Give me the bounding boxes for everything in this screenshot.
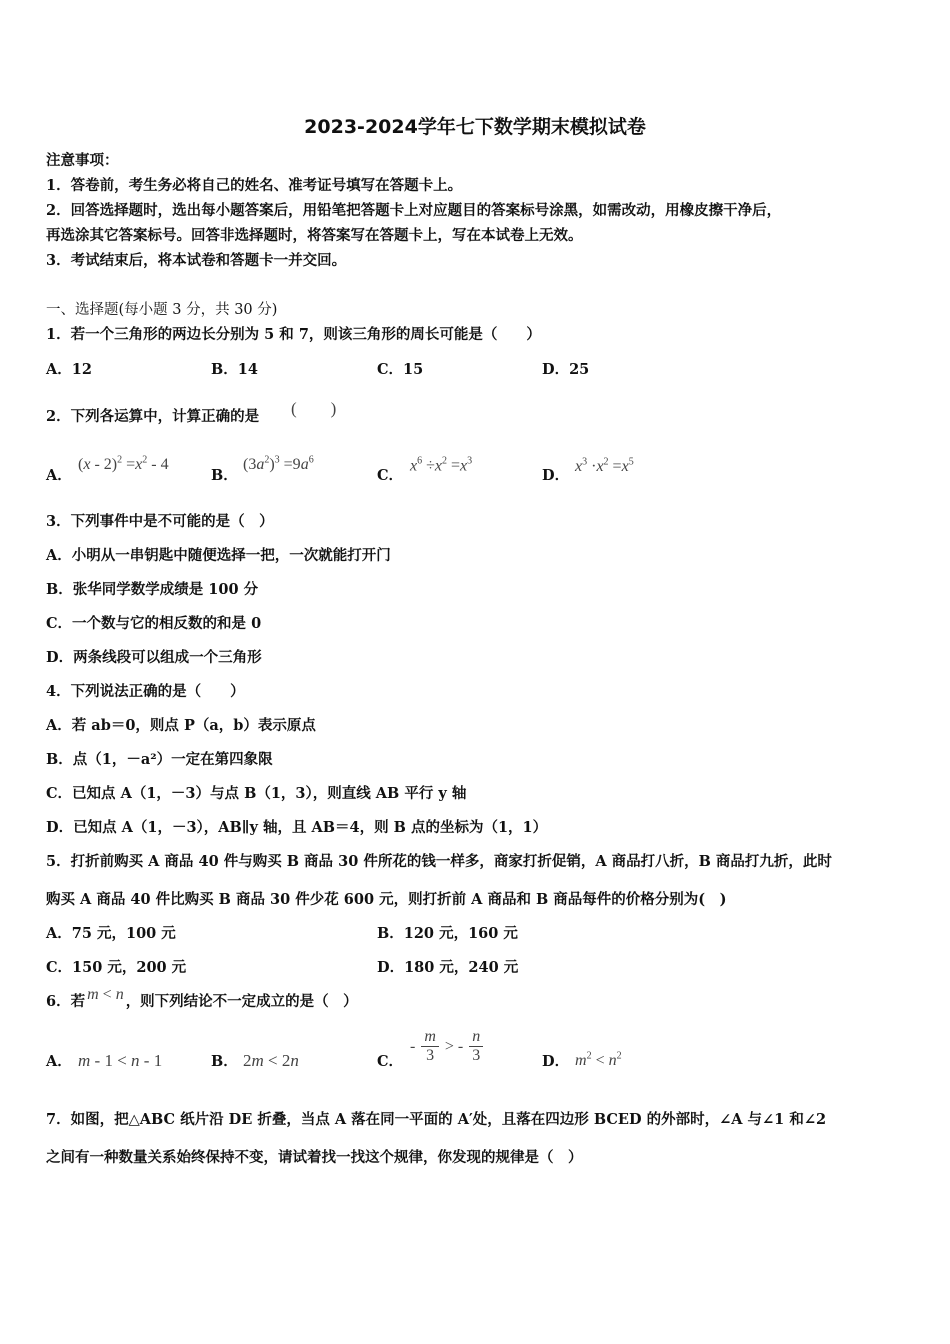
q4-option-a: A．若 ab＝0，则点 P（a，b）表示原点 — [46, 717, 316, 734]
q3-option-a: A．小明从一串钥匙中随便选择一把，一次就能打开门 — [46, 547, 391, 564]
q5-option-c: C．150 元，200 元 — [46, 959, 187, 976]
q2-option-d-label: D． — [542, 467, 570, 484]
page-title: 2023-2024学年七下数学期末模拟试卷 — [304, 116, 646, 138]
question-6-stem — [46, 986, 358, 1012]
q6-stem-post: ，则下列结论不一定成立的是（ ） — [125, 993, 358, 1010]
q3-option-c: C．一个数与它的相反数的和是 0 — [46, 615, 262, 632]
q4-option-b: B．点（1，－a²）一定在第四象限 — [46, 751, 273, 768]
q6-condition-formula: m < n — [87, 986, 124, 1003]
q2-option-b-label: B． — [211, 467, 238, 484]
q3-option-b: B．张华同学数学成绩是 100 分 — [46, 581, 259, 598]
q6-stem-pre: 6．若 — [46, 993, 86, 1010]
q5-option-a: A．75 元，100 元 — [46, 925, 176, 942]
q6-option-c-formula: - $\frac{m}{3}$ > - $\frac{n}{3}$ — [410, 1028, 485, 1065]
q2-option-b-formula: $(3a^2)^3 =9a^6$ — [243, 454, 314, 473]
section-heading: 一、选择题(每小题 3 分，共 30 分) — [46, 302, 278, 318]
q4-option-d: D．已知点 A（1，－3），AB∥y 轴，且 AB＝4，则 B 点的坐标为（1，1） — [46, 819, 548, 836]
q2-option-a-formula: $(x - 2)^2 =x^2 - 4$ — [78, 454, 169, 473]
q1-option-a: A．12 — [46, 361, 92, 378]
answer-paren: ( ) — [291, 399, 337, 418]
q6-option-d-formula: $m^2 < n^2$ — [575, 1050, 622, 1069]
q3-option-d: D．两条线段可以组成一个三角形 — [46, 649, 262, 666]
question-5-stem-line2: 购买 A 商品 40 件比购买 B 商品 30 件少花 600 元，则打折前 A 商品和 B 商品每件的价格分别为( ) — [46, 891, 727, 908]
question-3-stem: 3．下列事件中是不可能的是（ ） — [46, 513, 274, 530]
question-7-stem-line1: 7．如图，把△ABC 纸片沿 DE 折叠，当点 A 落在同一平面的 A′处，且落在四边形 BCED 的外部时，∠A 与∠1 和∠2 — [46, 1111, 827, 1128]
q2-option-c-label: C． — [377, 467, 404, 484]
q1-option-b: B．14 — [211, 361, 258, 378]
notice-item: 再选涂其它答案标号。回答非选择题时，将答案写在答题卡上，写在本试卷上无效。 — [46, 227, 583, 244]
question-1-stem: 1．若一个三角形的两边长分别为 5 和 7，则该三角形的周长可能是（ ） — [46, 326, 541, 343]
q1-option-c: C．15 — [377, 361, 424, 378]
q1-option-d: D．25 — [542, 361, 590, 378]
notice-item: 2．回答选择题时，选出每小题答案后，用铅笔把答题卡上对应题目的答案标号涂黑，如需改动，用橡皮擦干净后， — [46, 202, 782, 219]
q6-option-b-formula: 2m < 2n — [243, 1051, 299, 1070]
q6-option-a-label: A． — [46, 1053, 72, 1070]
notice-item: 1．答卷前，考生务必将自己的姓名、准考证号填写在答题卡上。 — [46, 177, 463, 194]
q6-option-b-label: B． — [211, 1053, 238, 1070]
question-4-stem: 4．下列说法正确的是（ ） — [46, 683, 245, 700]
q5-option-b: B．120 元，160 元 — [377, 925, 518, 942]
q4-option-c: C．已知点 A（1，－3）与点 B（1，3），则直线 AB 平行 y 轴 — [46, 785, 467, 802]
q2-option-c-formula: $x^6 \div x^2 =x^3$ — [410, 456, 473, 475]
q6-option-d-label: D． — [542, 1053, 570, 1070]
q6-option-c-label: C． — [377, 1053, 404, 1070]
question-5-stem-line1: 5．打折前购买 A 商品 40 件与购买 B 商品 30 件所花的钱一样多，商家打折促销，A 商品打八折，B 商品打九折，此时 — [46, 853, 832, 870]
q6-option-a-formula: m - 1 < n - 1 — [78, 1051, 163, 1070]
question-2-stem: 2．下列各运算中，计算正确的是 — [46, 408, 260, 425]
q2-option-d-formula: $x^3 \cdot x^2 =x^5$ — [575, 456, 634, 475]
notice-heading: 注意事项： — [46, 152, 119, 169]
notice-item: 3．考试结束后，将本试卷和答题卡一并交回。 — [46, 252, 347, 269]
question-7-stem-line2: 之间有一种数量关系始终保持不变，请试着找一找这个规律，你发现的规律是（ ） — [46, 1149, 583, 1166]
q5-option-d: D．180 元，240 元 — [377, 959, 519, 976]
q2-option-a-label: A． — [46, 467, 72, 484]
